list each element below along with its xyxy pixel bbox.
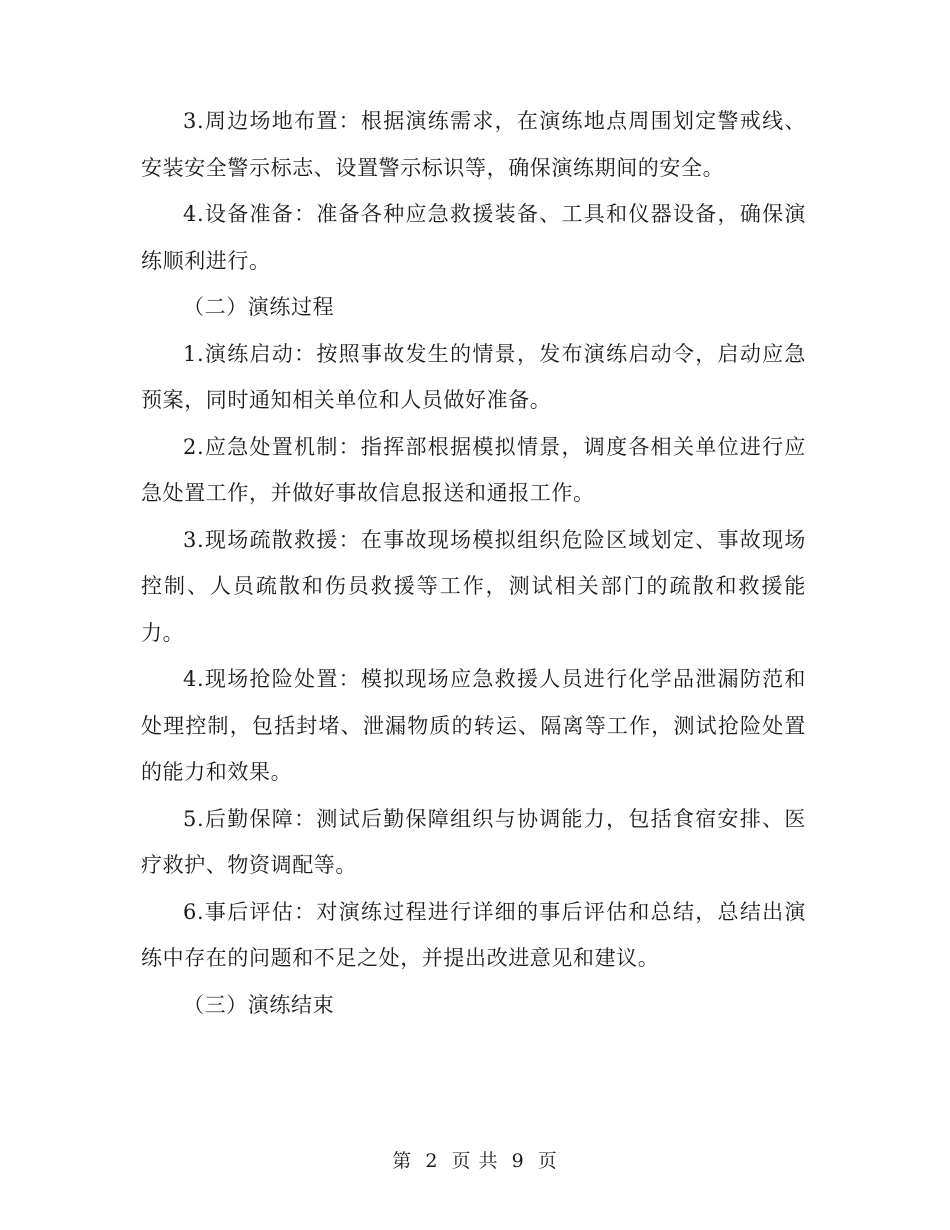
footer-total-pages: 9 bbox=[511, 1150, 525, 1172]
footer-page-number: 2 bbox=[425, 1150, 439, 1172]
section-heading-drill-end: （三）演练结束 bbox=[183, 992, 335, 1017]
paragraph-evacuation-rescue: 3.现场疏散救援：在事故现场模拟组织危险区域划定、事故现场控制、人员疏散和伤员救援等工作，测试相关部门的疏散和救援能力。 bbox=[141, 527, 806, 645]
footer-prefix: 第 bbox=[392, 1150, 413, 1172]
section-heading-drill-process: （二）演练过程 bbox=[183, 295, 335, 319]
paragraph-logistics: 5.后勤保障：测试后勤保障组织与协调能力，包括食宿安排、医疗救护、物资调配等。 bbox=[141, 806, 806, 877]
document-body bbox=[141, 98, 806, 1028]
paragraph-site-layout: 3.周边场地布置：根据演练需求，在演练地点周围划定警戒线、安装安全警示标志、设置警示标识等，确保演练期间的安全。 bbox=[141, 109, 806, 180]
paragraph-drill-start: 1.演练启动：按照事故发生的情景，发布演练启动令，启动应急预案，同时通知相关单位和人员做好准备。 bbox=[141, 341, 806, 412]
page-footer bbox=[0, 1146, 950, 1173]
footer-suffix: 页 bbox=[537, 1150, 558, 1172]
footer-mid: 页 共 bbox=[451, 1150, 499, 1172]
paragraph-post-evaluation: 6.事后评估：对演练过程进行详细的事后评估和总结，总结出演练中存在的问题和不足之处，并提出改进意见和建议。 bbox=[141, 899, 806, 970]
paragraph-equipment-prep: 4.设备准备：准备各种应急救援装备、工具和仪器设备，确保演练顺利进行。 bbox=[141, 202, 806, 273]
paragraph-emergency-mechanism: 2.应急处置机制：指挥部根据模拟情景，调度各相关单位进行应急处置工作，并做好事故信息报送和通报工作。 bbox=[141, 434, 806, 505]
paragraph-rescue-disposal: 4.现场抢险处置：模拟现场应急救援人员进行化学品泄漏防范和处理控制，包括封堵、泄漏物质的转运、隔离等工作，测试抢险处置的能力和效果。 bbox=[141, 667, 806, 784]
